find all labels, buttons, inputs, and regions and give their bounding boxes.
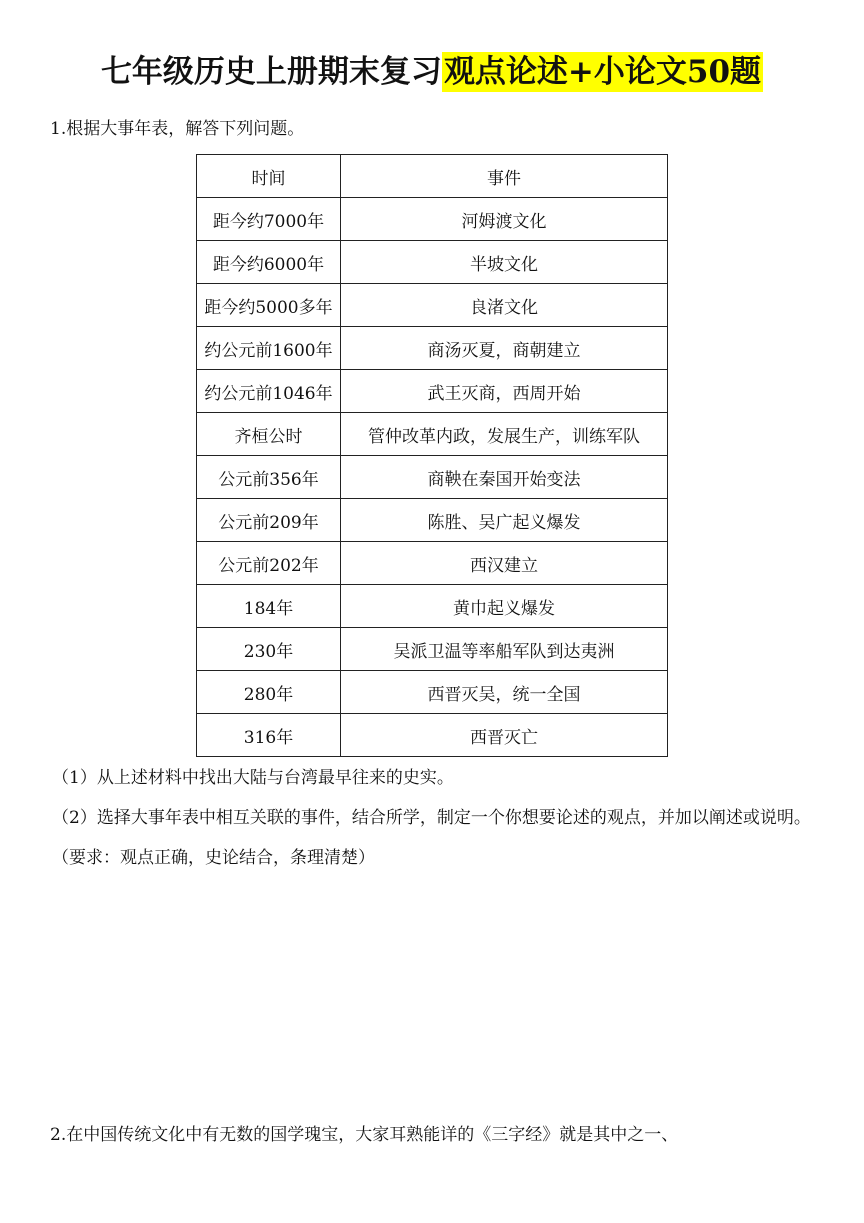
event-cell: 商鞅在秦国开始变法: [341, 456, 668, 499]
event-cell: 西汉建立: [341, 542, 668, 585]
time-cell: 公元前356年: [197, 456, 341, 499]
header-event: 事件: [341, 155, 668, 198]
event-cell: 西晋灭亡: [341, 714, 668, 757]
event-cell: 黄巾起义爆发: [341, 585, 668, 628]
table-row: [197, 714, 668, 757]
header-time: 时间: [197, 155, 341, 198]
time-cell: 距今约6000年: [197, 241, 341, 284]
time-cell: 距今约7000年: [197, 198, 341, 241]
title-plain: 七年级历史上册期末复习: [100, 54, 442, 90]
question-1-sub-1: （1）从上述材料中找出大陆与台湾最早往来的史实。: [52, 768, 454, 788]
time-cell: 316年: [197, 714, 341, 757]
time-cell: 公元前209年: [197, 499, 341, 542]
time-cell: 约公元前1046年: [197, 370, 341, 413]
event-cell: 吴派卫温等率船军队到达夷洲: [341, 628, 668, 671]
table-row: [197, 542, 668, 585]
time-cell: 距今约5000多年: [197, 284, 341, 327]
event-cell: 河姆渡文化: [341, 198, 668, 241]
event-cell: 武王灭商，西周开始: [341, 370, 668, 413]
time-cell: 公元前202年: [197, 542, 341, 585]
table-row: [197, 456, 668, 499]
event-cell: 良渚文化: [341, 284, 668, 327]
title-highlighted: 观点论述+小论文50题: [443, 54, 762, 90]
table-row: [197, 413, 668, 456]
event-cell: 陈胜、吴广起义爆发: [341, 499, 668, 542]
time-cell: 280年: [197, 671, 341, 714]
document-title: [0, 48, 864, 96]
table-row: [197, 198, 668, 241]
question-1-prompt: 1.根据大事年表，解答下列问题。: [50, 119, 305, 139]
event-cell: 西晋灭吴，统一全国: [341, 671, 668, 714]
table-row: [197, 327, 668, 370]
table-row: [197, 499, 668, 542]
table-row: [197, 585, 668, 628]
time-cell: 230年: [197, 628, 341, 671]
table-row: [197, 370, 668, 413]
event-cell: 管仲改革内政，发展生产，训练军队: [341, 413, 668, 456]
event-timeline-table: [196, 154, 668, 757]
table-row: [197, 628, 668, 671]
table-row: [197, 241, 668, 284]
table-row: [197, 284, 668, 327]
event-cell: 半坡文化: [341, 241, 668, 284]
event-cell: 商汤灭夏，商朝建立: [341, 327, 668, 370]
time-cell: 约公元前1600年: [197, 327, 341, 370]
table-row: [197, 671, 668, 714]
time-cell: 齐桓公时: [197, 413, 341, 456]
time-cell: 184年: [197, 585, 341, 628]
question-1-sub-2: （2）选择大事年表中相互关联的事件，结合所学，制定一个你想要论述的观点，并加以阐述或说明。（要求：观点正确，史论结合，条理清楚）: [52, 808, 811, 868]
table-header-row: [197, 155, 668, 198]
question-2-prompt: 2.在中国传统文化中有无数的国学瑰宝，大家耳熟能详的《三字经》就是其中之一、: [50, 1125, 679, 1145]
